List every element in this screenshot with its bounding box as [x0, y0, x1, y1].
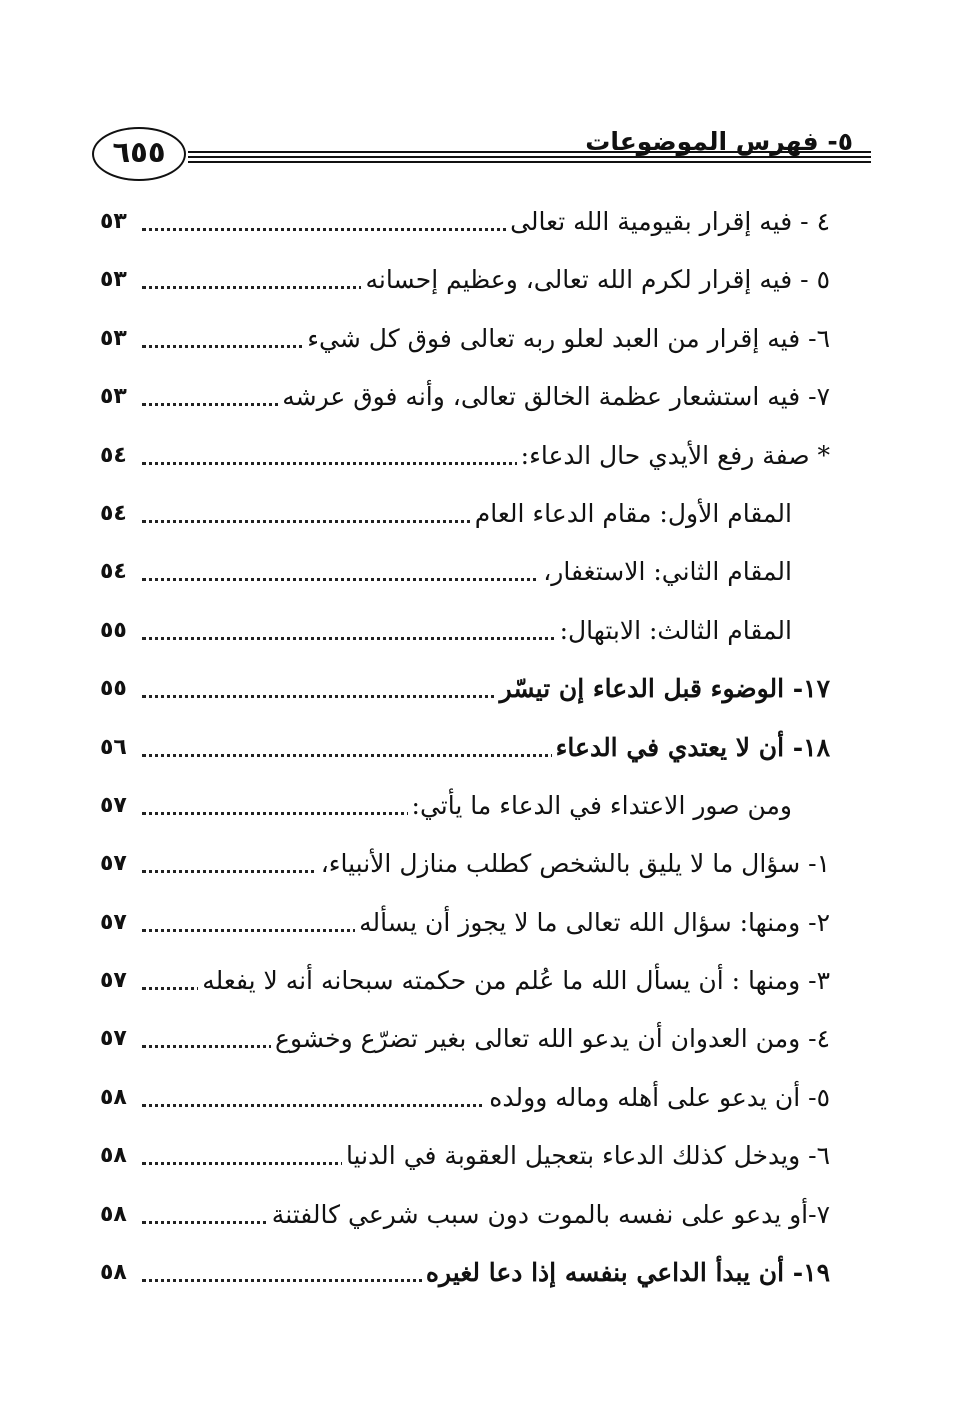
toc-entry-page: ٥٧: [100, 851, 127, 877]
toc-entry-page: ٥٤: [100, 500, 127, 526]
page-number: ٦٥٥: [112, 135, 166, 169]
toc-entry: [100, 254, 830, 312]
toc-entry: [100, 488, 830, 546]
toc-entry-page: ٥٣: [100, 384, 127, 410]
toc-entry-title: ومن صور الاعتداء في الدعاء ما يأتي:: [408, 784, 792, 828]
toc-entry-title: ٦- فيه إقرار من العبد لعلو ربه تعالى فوق كل شيء: [303, 317, 830, 361]
section-title: ٥- فهرس الموضوعات: [585, 127, 853, 156]
toc-entry-page: ٥٧: [100, 909, 127, 935]
toc-entry-title: ١٧- الوضوء قبل الدعاء إن تيسّر: [496, 667, 830, 711]
toc-entry-page: ٥٦: [100, 734, 127, 760]
toc-entry-title: * صفة رفع الأيدي حال الدعاء:: [517, 434, 830, 478]
toc-entry-title: ٧-أو يدعو على نفسه بالموت دون سبب شرعي كالفتنة: [268, 1193, 830, 1237]
toc-entry: [100, 1130, 830, 1188]
toc-entry-title: ٤- ومن العدوان أن يدعو الله تعالى بغير تضرّع وخشوع: [271, 1017, 830, 1061]
toc-entry: [100, 1013, 830, 1071]
toc-entry-page: ٥٥: [100, 617, 127, 643]
toc-entry: [100, 663, 830, 721]
toc-entry-page: ٥٣: [100, 325, 127, 351]
toc-entry-title: ٢- ومنها: سؤال الله تعالى ما لا يجوز أن يسأله: [355, 901, 830, 945]
toc-entry: [100, 780, 830, 838]
toc-entry-page: ٥٧: [100, 792, 127, 818]
toc-entry: [100, 1247, 830, 1305]
toc-entry-title: ٣- ومنها : أن يسأل الله ما عُلم من حكمته سبحانه أنه لا يفعله: [198, 959, 830, 1003]
header-rule: [188, 151, 871, 153]
toc-entry-title: ١٨- أن لا يعتدي في الدعاء: [552, 726, 830, 770]
toc-entry-page: ٥٨: [100, 1084, 127, 1110]
toc-entry: [100, 371, 830, 429]
toc-entry-page: ٥٨: [100, 1260, 127, 1286]
toc-entry: [100, 430, 830, 488]
toc-entry-title: المقام الثالث: الابتهال:: [556, 609, 792, 653]
header-rule: [188, 161, 871, 163]
toc-entry-page: ٥٨: [100, 1201, 127, 1227]
toc-entry-title: المقام الأول: مقام الدعاء العام: [471, 492, 792, 536]
toc-entry-title: ١٩- أن يبدأ الداعي بنفسه إذا دعا لغيره: [422, 1251, 830, 1295]
table-of-contents: [100, 196, 830, 1305]
toc-entry: [100, 838, 830, 896]
toc-entry-page: ٥٤: [100, 559, 127, 585]
toc-entry-page: ٥٣: [100, 267, 127, 293]
toc-entry: [100, 722, 830, 780]
toc-entry: [100, 955, 830, 1013]
toc-entry-title: ٤ - فيه إقرار بقيومية الله تعالى: [506, 200, 830, 244]
toc-entry-title: ٥ - فيه إقرار لكرم الله تعالى، وعظيم إحسانه: [361, 258, 830, 302]
toc-entry: [100, 313, 830, 371]
toc-entry-page: ٥٥: [100, 676, 127, 702]
toc-entry: [100, 1072, 830, 1130]
header-rule: [188, 156, 871, 158]
toc-entry-title: ٦- ويدخل كذلك الدعاء بتعجيل العقوبة في الدنيا: [342, 1134, 830, 1178]
toc-entry-page: ٥٨: [100, 1143, 127, 1169]
toc-entry: [100, 605, 830, 663]
toc-entry-title: المقام الثاني: الاستغفار،: [539, 550, 792, 594]
toc-entry-page: ٥٧: [100, 968, 127, 994]
toc-entry: [100, 546, 830, 604]
toc-entry-title: ٧- فيه استشعار عظمة الخالق تعالى، وأنه فوق عرشه: [278, 375, 830, 419]
toc-entry-title: ١- سؤال ما لا يليق بالشخص كطلب منازل الأنبياء،: [317, 842, 830, 886]
toc-entry-page: ٥٧: [100, 1026, 127, 1052]
toc-entry: [100, 897, 830, 955]
toc-entry-page: ٥٤: [100, 442, 127, 468]
toc-entry-page: ٥٣: [100, 209, 127, 234]
toc-entry: [100, 1189, 830, 1247]
toc-entry: [100, 196, 830, 254]
toc-entry-title: ٥- أن يدعو على أهله وماله وولده: [485, 1076, 830, 1120]
